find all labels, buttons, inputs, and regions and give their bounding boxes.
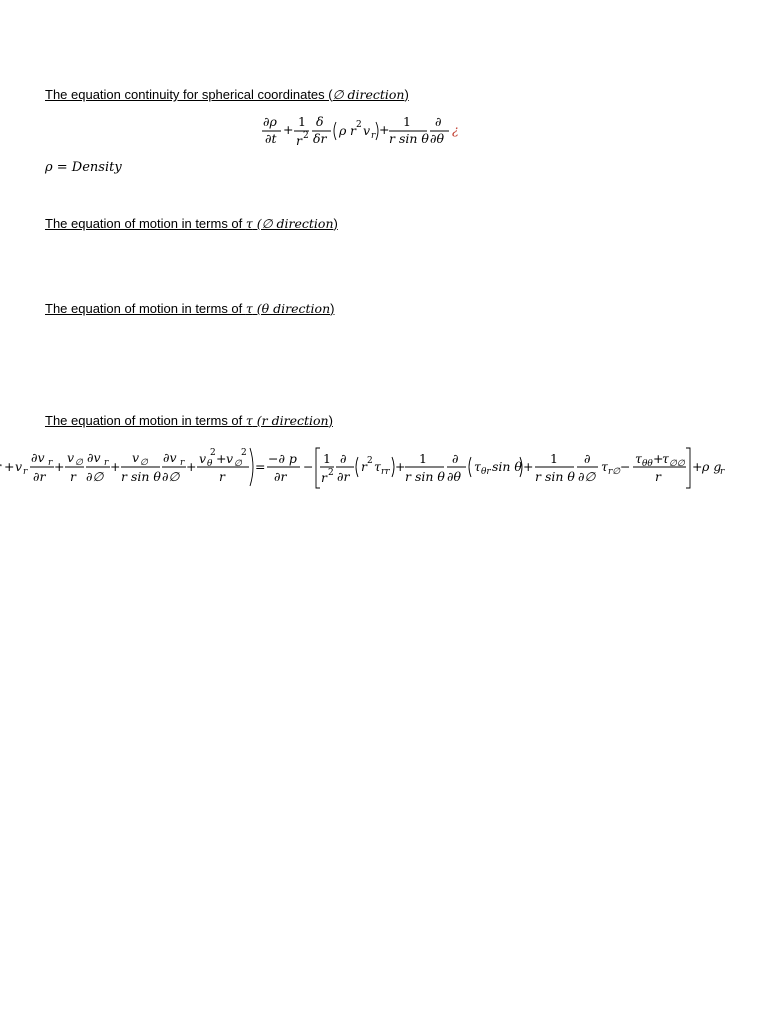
- continuity-equation: [255, 110, 475, 152]
- eq-term: ∂v: [163, 450, 177, 465]
- eq-term: 1: [403, 114, 411, 129]
- eq-term: ∂r: [274, 469, 287, 484]
- eq-sub: r: [48, 458, 53, 468]
- eq-term: ρ g: [702, 459, 722, 474]
- eq-op: +: [379, 122, 390, 137]
- eq-term: τ: [601, 459, 608, 474]
- motion-phi-heading-math: (∅ direction: [252, 216, 334, 231]
- eq-sub: rr: [381, 467, 390, 477]
- eq-term: v: [199, 451, 207, 466]
- motion-r-heading: [45, 413, 333, 429]
- eq-term: v: [363, 123, 371, 138]
- motion-r-heading-close: ): [328, 413, 333, 428]
- eq-op: +: [653, 451, 664, 466]
- eq-sub: θθ: [642, 459, 653, 469]
- continuity-heading: [45, 87, 409, 103]
- eq-term: ∂: [435, 114, 442, 129]
- motion-phi-heading: [45, 216, 338, 232]
- eq-term: sin θ: [492, 459, 522, 474]
- eq-term: [0, 459, 2, 474]
- eq-op: +: [186, 459, 197, 474]
- eq-term: 1: [550, 451, 558, 466]
- eq-op: +: [692, 459, 703, 474]
- eq-op: +: [523, 459, 534, 474]
- eq-sub: r: [720, 467, 725, 477]
- eq-glitch: ¿: [452, 122, 459, 137]
- eq-term: τ: [635, 451, 642, 466]
- eq-term: r: [655, 469, 661, 484]
- motion-theta-heading: [45, 301, 334, 317]
- continuity-heading-text: The equation continuity for spherical coordinates (: [45, 87, 333, 102]
- eq-sup: 2: [241, 448, 247, 458]
- eq-term: ∂v: [31, 450, 45, 465]
- eq-term: r: [296, 133, 302, 148]
- motion-r-equation: [0, 445, 768, 495]
- eq-term: τ: [374, 459, 381, 474]
- eq-op: −: [303, 459, 314, 474]
- eq-term: ∂ρ: [263, 114, 277, 129]
- continuity-heading-math: ∅ direction: [332, 87, 405, 102]
- eq-term: ∂θ: [430, 131, 444, 146]
- motion-r-heading-text: The equation of motion in terms of: [45, 413, 246, 428]
- eq-sub: θr: [481, 467, 491, 477]
- motion-r-tau: τ: [245, 413, 253, 428]
- eq-term: r: [219, 469, 225, 484]
- eq-term: ∂∅: [86, 469, 104, 484]
- eq-term: r sin θ: [405, 469, 445, 484]
- eq-term: ∂: [452, 451, 459, 466]
- eq-term: r sin θ: [121, 469, 161, 484]
- eq-op: +: [110, 459, 121, 474]
- eq-op: +: [216, 451, 227, 466]
- eq-term: r: [70, 469, 76, 484]
- eq-sub: r: [180, 458, 185, 468]
- eq-term: 1: [298, 114, 306, 129]
- eq-term: ∂θ: [447, 469, 461, 484]
- eq-term: r: [361, 459, 367, 474]
- eq-term: ∂r: [337, 469, 350, 484]
- eq-sub: r: [23, 467, 28, 477]
- eq-sub: r: [371, 131, 376, 141]
- eq-op: +: [283, 122, 294, 137]
- eq-sup: 2: [367, 456, 373, 466]
- eq-term: ρ: [339, 123, 347, 138]
- motion-theta-heading-math: (θ direction: [252, 301, 331, 316]
- motion-theta-heading-text: The equation of motion in terms of: [45, 301, 246, 316]
- motion-phi-heading-text: The equation of motion in terms of: [45, 216, 246, 231]
- eq-sub: θ: [207, 459, 213, 469]
- eq-term: ∂r: [33, 469, 46, 484]
- eq-sub: r∅: [608, 467, 621, 477]
- eq-term: v: [67, 450, 75, 465]
- eq-op: −: [620, 459, 631, 474]
- motion-theta-tau: τ: [245, 301, 253, 316]
- motion-phi-tau: τ: [245, 216, 253, 231]
- eq-term: r sin θ: [535, 469, 575, 484]
- eq-term: τ: [662, 451, 669, 466]
- eq-sub: ∅: [75, 458, 83, 468]
- eq-term: ∂∅: [578, 469, 596, 484]
- eq-term: δ: [316, 114, 324, 129]
- eq-sup: 2: [303, 131, 309, 141]
- eq-term: ∂t: [265, 131, 277, 146]
- eq-op: +: [395, 459, 406, 474]
- eq-op: +: [4, 459, 15, 474]
- continuity-heading-close: ): [404, 87, 409, 102]
- eq-term: v: [226, 451, 234, 466]
- motion-theta-heading-close: ): [330, 301, 335, 316]
- eq-term: 1: [419, 451, 427, 466]
- eq-sup: 2: [210, 448, 216, 458]
- eq-term: v: [15, 459, 23, 474]
- density-definition: ρ = Density: [45, 160, 122, 175]
- eq-term: 1: [323, 451, 331, 466]
- eq-term: ∂: [584, 451, 591, 466]
- eq-term: τ: [474, 459, 481, 474]
- eq-op: +: [54, 459, 65, 474]
- eq-term: r: [321, 470, 327, 485]
- eq-sup: 2: [328, 468, 334, 478]
- eq-sub: ∅: [234, 459, 242, 469]
- eq-term: δr: [313, 131, 327, 146]
- eq-term: v: [132, 450, 140, 465]
- eq-term: ∂∅: [162, 469, 180, 484]
- motion-phi-heading-close: ): [333, 216, 338, 231]
- eq-term: r sin θ: [389, 131, 429, 146]
- eq-op: =: [255, 459, 266, 474]
- motion-r-heading-math: (r direction: [252, 413, 329, 428]
- eq-term: r: [350, 123, 356, 138]
- eq-term: ∂v: [87, 450, 101, 465]
- eq-term: ∂: [340, 451, 347, 466]
- eq-sub: r: [104, 458, 109, 468]
- eq-sub: ∅: [140, 458, 148, 468]
- eq-sub: ∅∅: [669, 459, 685, 469]
- eq-term: −∂ p: [268, 451, 297, 466]
- eq-sup: 2: [356, 120, 362, 130]
